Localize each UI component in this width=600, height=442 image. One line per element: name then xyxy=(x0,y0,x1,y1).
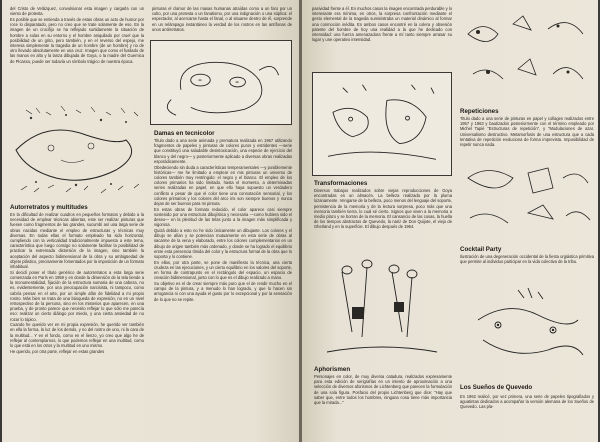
autorretrato-drawing xyxy=(6,100,151,200)
heading-damas: Damas en tecnicolor xyxy=(154,130,215,137)
paragraph: Titulo dado a una serie animada y prematura realizada en 1967 utilizando fragmentos de papeles y pinturas de colores puros y estridentes —serie que constituyó una saludable desintoxicación, una especie de ejercicio del blanco y del negro— y posteriormente aplicado a diversas obras realizadas esporádicamente. xyxy=(154,138,292,164)
heading-repeticiones: Repeticiones xyxy=(460,108,499,115)
paragraph: Su objetivo es el de crear siempre más puro que el de rendir mucho en el campo de la pintura, y a menudo lo han logrado, y que lo hacen sin arrogancia ni con una ayuda el gusto por lo excepcional y por la sensación de lo que no se repite. xyxy=(154,280,292,302)
aphorismen-body xyxy=(314,374,452,438)
autorretratos-body xyxy=(10,212,144,440)
suenos-body xyxy=(460,394,594,438)
heading-transformaciones: Transformaciones xyxy=(314,180,368,187)
paragraph: En la dificultad de realizar cuadros en pequeños formatos y debido a la necesidad de emplear técnicas abiertas, este ser realizar pinturas que fuesen como fragmentos de las grandes, sucumbí así una larga serie de obras nacidas mediante el empleo de estructuras y técnicas muy diversas. En todas ellas el formato empleado ha sido horizontal, cumpliendo con la verticalidad tradicionalmente impuesta a este tema, característica que luego consigo no solamente facilitar la posibilidad de practicar la extremada distorsión de la imagen, sino también la aceptación del aspecto bidimensional de la obra y su ambigüedad de objeto plástico, precisamente fomentados por la imposición de un formato inhabitual. xyxy=(10,212,144,270)
transformaciones-body xyxy=(314,188,452,248)
paragraph: En ellas, por otra parte, se pone de manifiesto la técnica, una cierta crudeza en las ejecuciones, y un cierto equilibrio en los valores del soporte, en forma de contrapunto en el rectángulo del espacio, un espacio de creación bidimensional, junto con lo que es el dibujo realizado a mano. xyxy=(154,259,292,281)
repeticiones-drawing xyxy=(458,4,594,106)
heading-suenos: Los Sueños de Quevedo xyxy=(460,384,533,391)
repeticiones-drawing-2 xyxy=(458,158,594,242)
damas-body xyxy=(154,138,292,440)
right-col1-intro: pasividad frente a él. En muchos casos la imagen encontrada perdurable y lo interesante era mínima, en otros, la sorpresa confrontación mediante el gesto elemental de la tragedia suministraba un material dinámico al formar una conmoción inédita. En ambos casos encontré en la colera y obsesión patente del hombre de hoy una realidad a la que he dedicado con intensidad: una fuerza amenazadora frente a mí tanto siempre arrasar su lugar y une operativo intensidad. xyxy=(312,6,452,43)
left-col2-intro-box xyxy=(152,4,292,32)
paragraph: En 1962 realicé, por vez primera, una serie de papeles tipografiados y aguatintas dedicados a acompañar la versión alemana de los Sueños de Quevedo. Las pla- xyxy=(460,394,594,410)
paragraph: Titulo dado a una serie de pinturas en papel y collages realizados entre 1957 y 1963 y bautizados posteriormente con el término empleado por Michel Tapié "Estructuras de repetición", y "Modulaciones de azar. Universalismo destructivo. Metamorfosis de una estructura que a cada tentativa de repetición evoluciona de forma imprevista. Imposibilidad de repetir nunca nada. xyxy=(460,116,594,148)
cocktail-drawing xyxy=(458,280,594,380)
paragraph: Personajes en color, de muy diversa catadura, realizados expresamente para esta edición de serigrafías en un intento de aproximación a una selección de diversos aforismos de Lichtenberg que parecen la formulación de una sola figura. Posfacio del propio Lichtenberg que dice: "Hay que saber que, entre todos los hombres, ninguna cosa tiene más importancia que la mirada..." xyxy=(314,374,452,406)
right-page xyxy=(302,0,598,442)
left-col1-top-text xyxy=(10,6,144,106)
left-page xyxy=(2,0,299,442)
transformaciones-drawing xyxy=(312,72,452,176)
paragraph: Si decidí poner el título genérico de autorretratos a esta larga serie comenzada en París en 1959 y en donde la dimensión de la tela tiende a la monumentalidad, fijación de la estructura sumaria de una cabeza, no es, evidentemente, por una preocupación narcisista, ni tampoco, como cabría pensar en el arte, por un simple afán de fidelidad a mi propio rostro. Más bien se trata de una búsqueda de expresión, no en un nivel retrospectivo de la persona, sino en los misterios que aparecen, en una prueba, y de pronto parece que necesito reflejar lo que sólo me parecía eso: realizar un cierto diálogo por miedo, y una cierta ansiedad de no rozar lo tópico. xyxy=(10,269,144,322)
paragraph: Quizá debido a esto no he sido únicamente un dibujante. Los colores y el dibujo se alían y se potencian mutuamente en esta serie de obras al sacarme de la vena y elaborado, entre los colores complementarios en un dibujo de origen también más ordenado, y donde se ha logrado el equilibrio entre esta presencia tímida del color y la estructura formal de la obra que lo soporta y lo contiene. xyxy=(154,227,292,259)
repeticiones-body xyxy=(460,116,594,156)
paragraph: Diversos trabajos realizados sobre viejas reproducciones de Goya encontradas en un almacén. La belleza realizada por la pluma lozanamente. Vengarse de la belleza, poco menos del lenguaje del soporte, persistencia de la memoria y de la lectura sorpresa, poco más que una memoria también tierra, lo cual sé cierto. Signos que viven a la memoria a medio plazo y se borran de la memoria. El cansancio de las cosas, la huella de los tiempos abstractos de Quevedo, la nariz de Don Quijote, el viejo de Gherland y en la superficie. El dibujo después de 1964. xyxy=(314,188,452,230)
paragraph: He querido, por otra parte, reflejar en estas grandes xyxy=(10,348,105,354)
aphorismen-drawing xyxy=(312,252,452,362)
damas-drawing xyxy=(150,40,292,125)
left-col2-intro: pinturas el clamor de las masas humanas atraídas como a un faro por un culto, por una protesta o un fanatismo, por una indignación o una súplica: el espectador, al acercarse hasta el fanal, o al situarse dentro de él, sorprende en un relámpago instantáneo la verdad de los rostros en las antífonas de unos antirretratos. xyxy=(152,6,292,32)
paragraph: del Cristo de Velázquez, convulsionar esta imagen y cargarla con un viento de protesta. xyxy=(10,6,144,17)
paragraph: Cuando he querido ver en mi propia expresión, he querido ver también en ella la forma, la luz de los demás, y no del rostro de uno, ni la cara de la multitud... Y en el fondo, como en el lienzo, yo creo que algo he de reflejar al contemplarnos, lo que podemos reflejar en una multitud, como lo que está en los otros y la multitud en uno mismo. xyxy=(10,322,144,349)
paragraph: En estas obras de formato reducido, el color aparece casi siempre sostenido por una estructura dibujística y necesaria —como hubiera sido el deseo— en la plenitud de las telas junto a la imagen más simplificada y vigorosa. xyxy=(154,206,292,228)
heading-autorretratos: Autorretratos y multitudes xyxy=(10,204,88,211)
heading-cocktail: Cocktail Party xyxy=(460,246,502,253)
paragraph: Obedeciendo sin duda a características temperamentales —y posiblemente históricas— me he limitado a emplear en mis pinturas un universo de colores también muy restringido: el negro y el blanco. El empleo de los colores primarios ha sido limitado, hasta el momento, a determinadas series realizadas en papel, en que ello haya supuesto un verdadero conflicto a pesar de que el color tiene una connotación sensorial, y los colores primarios y los colores del arco iris son siempre buenos y nunca dejan de ser buenos para mi pintura. xyxy=(154,164,292,206)
paragraph: Ilustración de una degeneración occidental de la fiesta orgiástica primitiva que permite al individuo participar en la vida colectiva de la tribu. xyxy=(460,254,594,265)
cocktail-body xyxy=(460,254,594,278)
paragraph: Es posible que se entienda a través de estas obras un acto de humor por roce lo disparatado, pero no creo que se trate solamente de eso. En la imagen de un crucifijo se ha reflejado surtidamente la situación de hombre a solas en su entorno y el hombre aniquilado por cruel que la posibilidad de un grito, pero también, y en el reverso del espejo, me interesa simplemente la tragedia de un hombre (de un hombre) y no de otro llevado absolutamente en una cruz. Imagen que como el fusilado de las manos en alto y la lanza dibujada de Goya, o la madre del Guernica de Picasso, puede ser todavía un símbolo trágico de nuestra época. xyxy=(10,16,144,64)
heading-aphorismen: Aphorismen xyxy=(314,366,351,373)
